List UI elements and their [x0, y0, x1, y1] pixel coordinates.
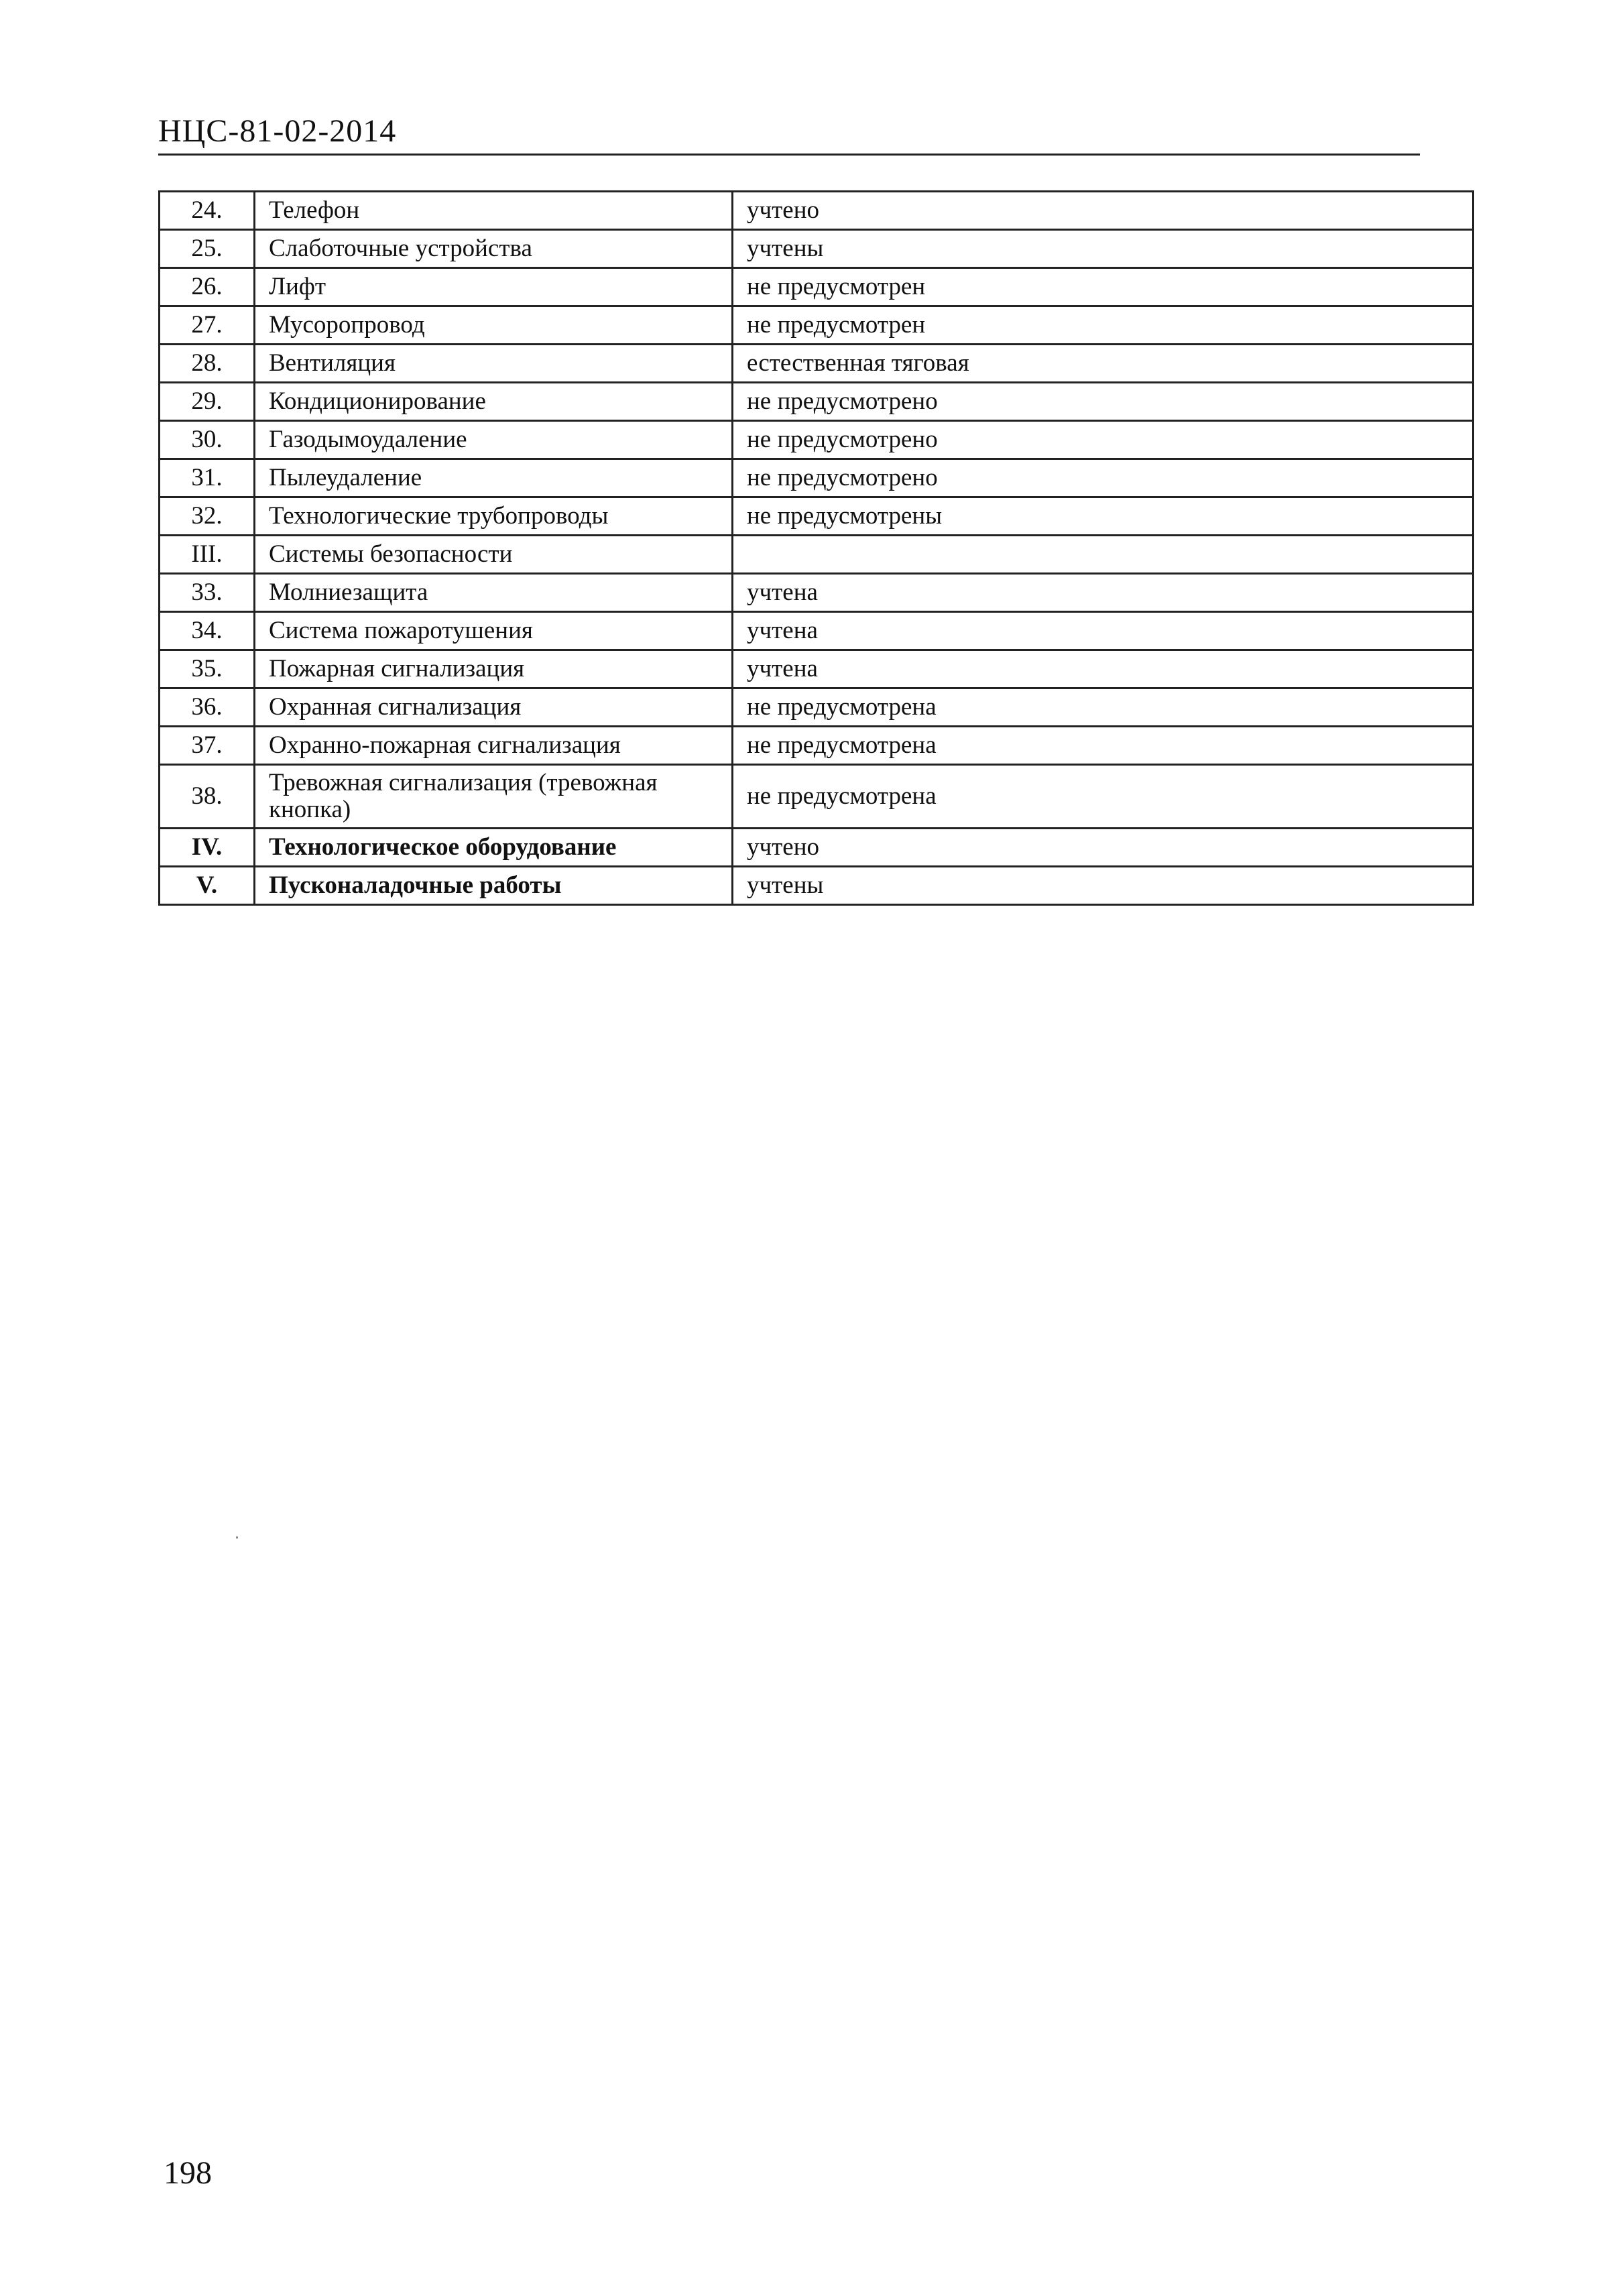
section-row: [160, 536, 1474, 574]
row-name: Система пожаротушения: [255, 612, 733, 650]
row-name: Охранно-пожарная сигнализация: [255, 727, 733, 765]
scan-speck: [236, 1536, 238, 1538]
row-value: не предусмотрено: [733, 383, 1474, 421]
row-name: Молниезащита: [255, 574, 733, 612]
row-value: не предусмотрен: [733, 268, 1474, 306]
table-row: [160, 688, 1474, 727]
row-name: Мусоропровод: [255, 306, 733, 345]
table-row: [160, 306, 1474, 345]
table-row: [160, 650, 1474, 688]
row-number: 38.: [160, 765, 255, 829]
row-value: учтена: [733, 574, 1474, 612]
section-number: IV.: [160, 829, 255, 867]
table-row: [160, 765, 1474, 829]
row-value: не предусмотрена: [733, 765, 1474, 829]
row-number: 29.: [160, 383, 255, 421]
row-number: 26.: [160, 268, 255, 306]
row-number: 24.: [160, 192, 255, 230]
table-row: [160, 192, 1474, 230]
row-number: 34.: [160, 612, 255, 650]
section-value: [733, 536, 1474, 574]
row-name: Кондиционирование: [255, 383, 733, 421]
document-code-header: НЦС-81-02-2014: [158, 113, 397, 149]
row-value: учтена: [733, 612, 1474, 650]
table-row: [160, 459, 1474, 497]
table-row: [160, 383, 1474, 421]
table-row: [160, 727, 1474, 765]
row-name: Слаботочные устройства: [255, 230, 733, 268]
section-name: Пусконаладочные работы: [255, 867, 733, 905]
section-row: [160, 829, 1474, 867]
table-row: [160, 612, 1474, 650]
row-value: учтены: [733, 230, 1474, 268]
row-number: 35.: [160, 650, 255, 688]
row-number: 37.: [160, 727, 255, 765]
row-name: Вентиляция: [255, 345, 733, 383]
row-name: Охранная сигнализация: [255, 688, 733, 727]
row-value: не предусмотрена: [733, 688, 1474, 727]
table-row: [160, 268, 1474, 306]
section-number: V.: [160, 867, 255, 905]
section-value: учтены: [733, 867, 1474, 905]
specification-table: [158, 190, 1474, 906]
row-name: Газодымоудаление: [255, 421, 733, 459]
row-name: Тревожная сигнализация (тревожная кнопка): [255, 765, 733, 829]
row-name: Телефон: [255, 192, 733, 230]
row-name: Технологические трубопроводы: [255, 497, 733, 536]
section-name: Технологическое оборудование: [255, 829, 733, 867]
header-divider: [158, 154, 1420, 156]
row-number: 25.: [160, 230, 255, 268]
row-value: не предусмотрено: [733, 459, 1474, 497]
row-value: не предусмотрены: [733, 497, 1474, 536]
row-number: 32.: [160, 497, 255, 536]
row-number: 36.: [160, 688, 255, 727]
table-row: [160, 421, 1474, 459]
row-name: Пожарная сигнализация: [255, 650, 733, 688]
row-value: естественная тяговая: [733, 345, 1474, 383]
table-row: [160, 497, 1474, 536]
row-value: не предусмотрена: [733, 727, 1474, 765]
section-name: Системы безопасности: [255, 536, 733, 574]
row-number: 28.: [160, 345, 255, 383]
row-value: не предусмотрено: [733, 421, 1474, 459]
row-name: Лифт: [255, 268, 733, 306]
row-number: 31.: [160, 459, 255, 497]
row-name: Пылеудаление: [255, 459, 733, 497]
row-value: не предусмотрен: [733, 306, 1474, 345]
row-number: 27.: [160, 306, 255, 345]
section-row: [160, 867, 1474, 905]
row-value: учтена: [733, 650, 1474, 688]
table-row: [160, 230, 1474, 268]
section-number: III.: [160, 536, 255, 574]
page-number: 198: [164, 2155, 212, 2191]
row-value: учтено: [733, 192, 1474, 230]
table-row: [160, 574, 1474, 612]
section-value: учтено: [733, 829, 1474, 867]
table-row: [160, 345, 1474, 383]
row-number: 30.: [160, 421, 255, 459]
row-number: 33.: [160, 574, 255, 612]
